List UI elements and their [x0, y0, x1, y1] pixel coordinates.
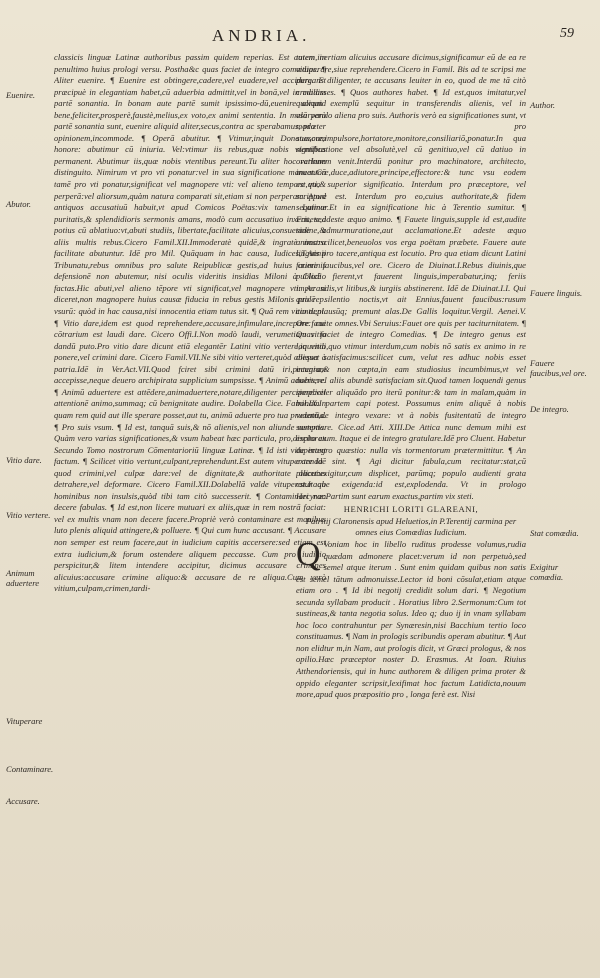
margin-gloss-abutor: Abutor. — [6, 199, 32, 209]
margin-gloss-fauere-linguis: Fauere linguis. — [530, 288, 583, 298]
margin-gloss-exigitur-comoedia: Exigitur comœdia. — [530, 562, 564, 582]
commentary-column-right — [296, 52, 526, 967]
commentary-column-left — [54, 52, 326, 967]
commentary-text-right-top: tatem,inertiam alicuius accusare dicimus,significamur eū de ea re vituperare,siue reprehendere.Cicero in Famil. Bis ad te scripsi me purgans diligenter, te accusans leuiter in eo, quod de me tā citò credidisses. ¶ Quos authores habet. ¶ Id est,quos imitatur,vel quorum exemplū sequitur in transferendis alienis, vel in vsurpando aliena pro suis. Authoris verò ea significationes sunt, vt modo pro suasore,impulsore,hortatore,monitore,consiliariō,ponatur.In qua significatione vel absolutè,vel cū genitiuo,vel cū datiuo in orationem venit.Interdū ponitur pro machinatore, architecto, inuentore,duce,adiutore,principe,effectore:& tunc vsu eodem est,quo superior significatio. Interdum pro præceptore, vel scriptore est. Interdum pro eo,cuius authoritate,& fidem sequimur.Et in ea significatione hic à Terentio sumitur. ¶ Fauete,adeste æquo animo. ¶ Fauete linguis,supple id est,audite sine admurmuratione,aut acclamatione.Et adeste æquo animo:scilicet,beneuolos vos erga poëtam præbete. Fauere aute linguis pro tacere,antiqua est locutio. Pro qua etiam dicunt Latini fauere faucibus,vel ore. Cicero de Diuinat.I.Rebus diuinis,que publicè fierent,vt fauerent linguis,imperabatur,inq; feriis imperandis,vt litibus,& iurgiis abstinerent. Idē de Diuinat.I.I. Qui quidē silentio noctis,vt ait Ennius,fauent faucibus:rusum cantu,plausūq; premunt alas.De Gallis loquitur.Vergil. Aenei.V. Ore fauete omnes.Vbi Seruius:Fauet ore quis per taciturnitatem. ¶ Quas faciet de integro Comedias. ¶ De integro genus est loquendi,quo vtimur interdum,cum nobis nō satis ex animo in re aliqua satisfacimus:scilicet cum, velut res adhuc nobis esset integra,& non cœpta,in eam studiosius incumbimus,vt vel nobis,vel aliis abundè satisfaciam sit.Quod tamen loquendi genus simpliciter aliquādo pro iterū ponitur:& tam in malam,quàm in bonam partem capi potest. Possumus enim aliquē à nobis vexatū,de integro vexare: vt à nobis fusitentatū de integro sustentare. Cice.ad Atti. XIII.De Attica nunc demum mihi est exploratum. Itaque ei de integro gratulare.Idē pro Cluent. Habetur de integro quæstio: nulla vis tormentorum prætermittitur. ¶ An extenda sint. ¶ Agi dicitur fabula,cum recitatur:stat,cū placet:exigitur,cum displicet, parūmq; populo audienti grata est.Itaque exigenda:id est,explodenda. Vt in prologo Hecyræ:Partim sunt earum exactus,partim vix steti. — [296, 52, 526, 501]
section-heading: HENRICHI LORITI GLAREANI, — [343, 504, 479, 515]
margin-gloss-contaminare: Contaminare. — [6, 764, 54, 774]
commentary-text-left: classicis linguæ Latinæ authoribus passim quidem reperias. Est autem in penultimo huius prologi versu. Postha&c quas faciet de integro comœdias. ¶ Aliter euenire. ¶ Euenire est obtingere,cadere,vel euadere,vel accidere. Et præcipuè in elegantiam habet,cū aduerbia admittit,vel in bonā,vel in malam partē sonantia. In bonam aute partē sumit ipsissimo-dū,euenire aliquid bene,feliciter,prosperè,faustè,melius,ex voto,ex animi sententia. In malā verò partē sonantia sunt, euenire aliquid aliter,secus,contra ac sperabamus, præter opinionem,incommode. ¶ Operā abutitur. ¶ Vtimur,inquit Donatus,cum honore: abutimur cū iniuria. Vel:vtimur iis rebus,quæ nobis vtentibus permanent. Abutimur iis,quæ nobis vtentibus pereunt.Tu aliter hoc verbum distinguito. Nimirum vt pro vti ponatur:vel in sua significatione maneat.Cū tamē pro vti ponatur,significat vel magnopere vti: vel alieno tempore vti,& perperā:vel aliorsum,quàm natura comparati sit,etiam si non perperam. Apud antiquos accusatiuū habuit,vt apud Comicos Poëtas:vix tamen Latinæ puritatis,& splendidioris sermonis amans, modò cum accusatiuo inxerit, sed potius cū ablatiuo:vt,abuti studiis, libertate,facilitate alicuius,consuetudine,& aliis multis rebus.Cicero Famil.XII.Immoderatè quidē,& ingratè nostra facilitate abutuntur. Idē pro Mil. Quāquam in hac causa, Iudices,T.Annii Tribunatu,rebus omnibus pro salute Reipublicæ gestis,ad huius criminis defensionē non abutemur, nisi oculis videritis insidias Miloni à Clodio factas.Hic abuti,vel alieno tēpore vti significat,vel magnopere vti. Ac si diceret,non magnopere huius causæ fiducia in rebus gestis Milonis pro rep. vsurū: quòd in hac causa,nisi innocentia etiam tutus sit. ¶ Quā rem vitio dent. ¶ Vitio dare,idem est quod reprehendere,accusare,infimulare,increpare: cui cōtrarium est laudi dare. Cicero Offi.I.Non modò laudi, verumetiam vitio dandū puto.Pro vitio dare dicunt etiā elegantēr Latini vitio vertere,in vitio ponere,vel crimini dare. Cicero Famil.VII.Ne sibi vitio verteret,quòd abesset à patria.Idē in Ver.Act.VII.Quod fciret sibi crimini datū iri,pecuniam accepisse,neque deuero archipirata supplicium sumpsisse. ¶ Animū aduertere. ¶ Animū aduertere est attēdere,animaduertere,notare,diligenter percipere:vel attentionē animo,summaq; cū benignitate audire. Dolabella Cice. Famil.IX.In quam rem quid aut ille sperare posset,aut tu, animū aduerte pro tua prudentia. ¶ Pro suis vsum. ¶ Id est, tanquā suis,& nō alienis,vel non aliunde sumptis. Quàm vero varias significationes,& vsum habeat hæc particula, pro,discito ex Secundo Tomo nostrorum Cōmentarioriū linguæ Latinæ. ¶ Id isti vituperant factum. ¶ Scilicet vitio vertunt,culpant,reprehendunt.Est autem vituperare idē quod crimini,vel culpæ dare:vel de dignitate,& authoritate alicuius detrahere,vel deformare. Cicero Famil.XII.Dolabellā valde vituperatur ab hominibus non insulsis,quòd tibi tam citò successerit. ¶ Contaminari non decere fabulas. ¶ Id est,non licere mutuari ex aliis,quæ in rem nostrā faciat: vel ex multis vnam non decere facere.Propriè verò contaminare est manibus luto plenis aliquid attingere,& polluere. ¶ Qui cum hunc accusant. ¶ Accusare non semper est reum facere,aut in iudicium capitis accersere:sed etiam est extra iudicium,& forum ostendere aliquem peccasse. Cum pro iudicio perspicitur,& litem intendere accipitur, dicimus accusare crimines alicuius:accusare crimine aliquo:& accusare de re aliqua.Cum verò vitium,culpam,crimen,tardi- — [54, 52, 326, 594]
commentary-text-right-bottom-body: Voniam hoc in libello ruditus prodesse volumus,rudia quædam admonere placet:verum id non perpetuò,sed semel atque iterum . Sunt enim quidam quibus non satis est semel tātum admonuisse.Lector id boni cōsulat,etiam atque etiam oro . ¶ Id ibi negotij credidit solum dari. ¶ Negotium secunda syllabam producit . Horatius libro 2.Sermonum:Cum tot sustineas,& tanta negotia solus. Ideo q; duo ij in vnam syllabam hoc loco contrahuntur per Synæresin,nisi Bacchium tertio loco constituamus. ¶ Nam in prologis scribundis operam abutitur. ¶ Aut non elidtur m,in Nam, aut prologis dicit, vt Græci prologus, & nos opilio.Hæc præceptor noster D. Erasmus. At Ioan. Riuius Atthendoriensis, qui in hunc authorem & diligen prima proter & oppido eleganter scripsit,lexifimat hoc factum Latidicta,nouum more,apud quos præpositio pro , longa ferè est. Nisi — [296, 538, 526, 700]
page-header — [0, 20, 600, 50]
margin-gloss-euenire: Euenire. — [6, 90, 36, 100]
margin-gloss-vitio-vertere: Vitio vertere. — [6, 510, 51, 520]
margin-gloss-vitio-dare: Vitio dare. — [6, 455, 42, 465]
running-title: ANDRIA. — [212, 26, 311, 45]
section-subheading: Patritij Claronensis apud Heluetios,in P.Terentij carmina per omnes eius Comœdias Iudicium. — [305, 515, 517, 538]
margin-gloss-accusare: Accusare. — [6, 796, 40, 806]
margin-gloss-fauere-faucibus: Fauere faucibus,vel ore. — [530, 358, 587, 378]
margin-gloss-vituperare: Vituperare — [6, 716, 43, 726]
margin-gloss-animum-aduertere: Animum aduertere — [6, 568, 40, 588]
margin-gloss-stat-comoedia: Stat comœdia. — [530, 528, 579, 538]
drop-cap-initial: Q — [296, 535, 321, 573]
page-number: 59 — [560, 26, 574, 41]
margin-gloss-de-integro: De integro. — [530, 404, 569, 414]
margin-gloss-author: Author. — [530, 100, 556, 110]
commentary-text-right-bottom — [296, 535, 526, 701]
